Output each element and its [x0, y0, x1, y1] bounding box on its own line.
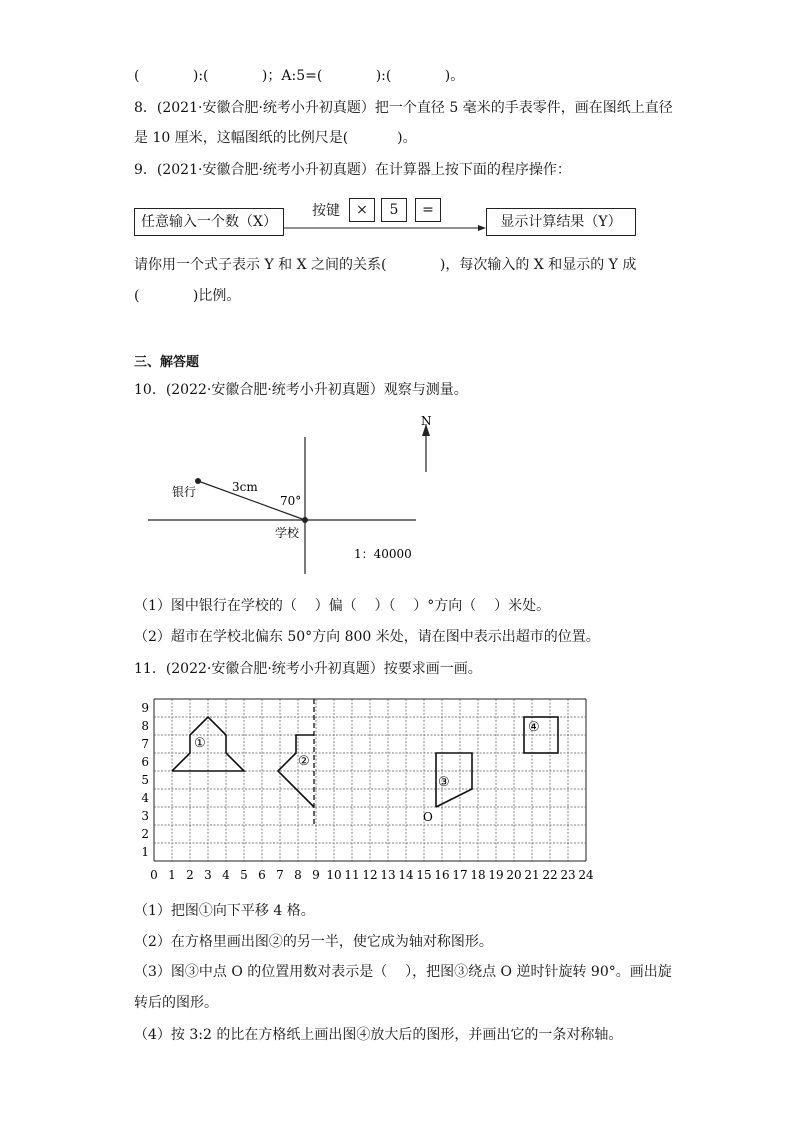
q9-input-box: 任意输入一个数（X） — [134, 208, 284, 236]
q10-sub-1: （1）图中银行在学校的（ ）偏（ ）（ ）°方向（ ）米处。 — [134, 598, 551, 614]
y-axis-label: 6 — [141, 755, 149, 769]
q10-figure — [140, 408, 440, 580]
school-point — [302, 517, 308, 523]
q9-output-box: 显示计算结果（Y） — [486, 208, 636, 236]
y-axis-label: 9 — [141, 701, 149, 715]
q8-line-2: 是 10 厘米，这幅图纸的比例尺是( )。 — [134, 130, 417, 146]
x-axis-label: 11 — [344, 868, 360, 882]
x-axis-label: 1 — [168, 868, 176, 882]
north-label: N — [421, 414, 432, 428]
y-axis-label: 4 — [141, 791, 149, 805]
x-axis-label: 7 — [276, 868, 284, 882]
point-o-label: O — [423, 810, 433, 824]
shape-3-label: ③ — [438, 775, 450, 790]
q7-blanks-line: ( ):( )；A:5=( ):( )。 — [134, 68, 465, 84]
x-axis-label: 18 — [470, 868, 486, 882]
q9-line-2: ( )比例。 — [134, 288, 241, 304]
x-axis-label: 20 — [506, 868, 522, 882]
shape-2-label: ② — [298, 754, 310, 769]
q11-sub-4: （4）按 3:2 的比在方格纸上画出图④放大后的图形，并画出它的一条对称轴。 — [134, 1027, 623, 1043]
bank-point — [195, 478, 201, 484]
y-axis-label: 1 — [141, 845, 149, 859]
q9-line-1: 请你用一个式子表示 Y 和 X 之间的关系( )，每次输入的 X 和显示的 Y 成 — [134, 257, 637, 273]
distance-label: 3cm — [232, 480, 258, 494]
x-axis-labels — [150, 868, 594, 882]
bank-label: 银行 — [172, 485, 197, 499]
x-axis-label: 8 — [294, 868, 302, 882]
x-axis-label: 13 — [380, 868, 396, 882]
y-axis-label: 7 — [141, 737, 149, 751]
q9-keys-label: 按键 — [312, 203, 340, 219]
q11-grid-figure — [138, 690, 598, 886]
y-axis-label: 3 — [141, 809, 149, 823]
x-axis-label: 22 — [542, 868, 558, 882]
x-axis-label: 19 — [488, 868, 504, 882]
x-axis-label: 17 — [452, 868, 468, 882]
q10-title: 10．(2022·安徽合肥·统考小升初真题）观察与测量。 — [134, 382, 468, 398]
school-label: 学校 — [275, 526, 300, 540]
x-axis-label: 2 — [186, 868, 194, 882]
section-title: 三、解答题 — [134, 355, 200, 370]
q11-sub-1: （1）把图①向下平移 4 格。 — [134, 903, 315, 919]
angle-label: 70° — [280, 494, 302, 508]
q11-sub-2: （2）在方格里画出图②的另一半，使它成为轴对称图形。 — [134, 934, 493, 950]
x-axis-label: 3 — [204, 868, 212, 882]
q9-title: 9．(2021·安徽合肥·统考小升初真题）在计算器上按下面的程序操作： — [134, 162, 571, 178]
q9-key-five: 5 — [381, 198, 407, 222]
x-axis-label: 12 — [362, 868, 378, 882]
grid-shapes — [172, 699, 558, 825]
x-axis-label: 6 — [258, 868, 266, 882]
shape-4-label: ④ — [528, 720, 540, 735]
scale-label: 1：40000 — [354, 547, 412, 561]
x-axis-label: 10 — [326, 868, 342, 882]
x-axis-label: 14 — [398, 868, 414, 882]
x-axis-label: 4 — [222, 868, 230, 882]
x-axis-label: 9 — [312, 868, 320, 882]
y-axis-label: 2 — [141, 827, 149, 841]
x-axis-label: 24 — [578, 868, 594, 882]
q11-sub-3-line-2: 转后的图形。 — [134, 995, 218, 1011]
x-axis-label: 23 — [560, 868, 576, 882]
y-axis-label: 8 — [141, 719, 149, 733]
x-axis-label: 15 — [416, 868, 432, 882]
q9-arrow — [284, 220, 486, 234]
q11-sub-3-line-1: （3）图③中点 O 的位置用数对表示是（ ），把图③绕点 O 逆时针旋转 90°。画出旋 — [134, 964, 672, 980]
q9-key-multiply: × — [349, 198, 375, 222]
x-axis-label: 21 — [524, 868, 540, 882]
shape-1-label: ① — [194, 736, 206, 751]
y-axis-labels — [141, 701, 149, 859]
q11-title: 11．(2022·安徽合肥·统考小升初真题）按要求画一画。 — [134, 661, 482, 677]
q9-key-equals: = — [415, 198, 441, 222]
q8-line-1: 8．(2021·安徽合肥·统考小升初真题）把一个直径 5 毫米的手表零件，画在图纸上直径 — [134, 100, 673, 116]
x-axis-label: 0 — [150, 868, 158, 882]
x-axis-label: 16 — [434, 868, 450, 882]
y-axis-label: 5 — [141, 773, 149, 787]
x-axis-label: 5 — [240, 868, 248, 882]
q10-sub-2: （2）超市在学校北偏东 50°方向 800 米处，请在图中表示出超市的位置。 — [134, 629, 600, 645]
grid-lines — [154, 699, 586, 861]
